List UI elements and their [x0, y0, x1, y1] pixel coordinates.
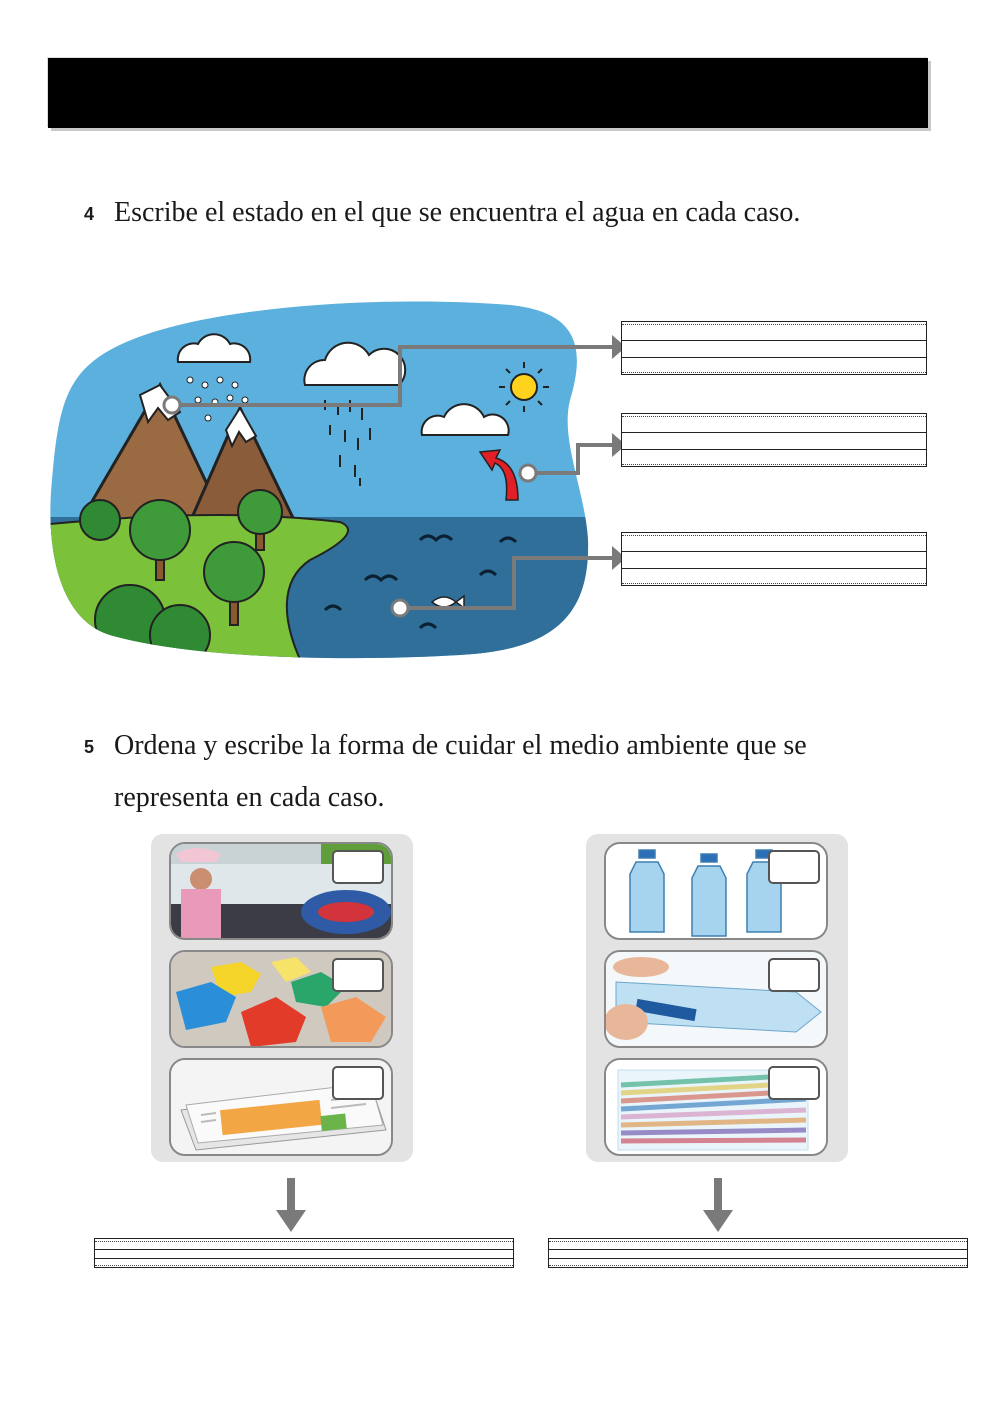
answer-lines-solid-state[interactable]	[621, 321, 927, 375]
connector-lines	[160, 330, 630, 620]
question-4-text: Escribe el estado en el que se encuentra el agua en cada caso.	[114, 197, 801, 228]
order-box-3[interactable]	[332, 1066, 384, 1100]
question-4-number: 4	[84, 204, 95, 224]
header-bar	[48, 58, 928, 128]
answer-lines-bottles[interactable]	[548, 1238, 968, 1268]
question-5-number: 5	[84, 737, 95, 757]
order-box-5[interactable]	[768, 958, 820, 992]
order-box-4[interactable]	[768, 850, 820, 884]
question-5-line-2: representa en cada caso.	[114, 782, 385, 813]
down-arrow-right-icon	[701, 1178, 735, 1234]
answer-lines-gas-state[interactable]	[621, 413, 927, 467]
down-arrow-left-icon	[274, 1178, 308, 1234]
answer-lines-liquid-state[interactable]	[621, 532, 927, 586]
order-box-2[interactable]	[332, 958, 384, 992]
question-5-line-1: Ordena y escribe la forma de cuidar el medio ambiente que se	[114, 730, 807, 761]
order-box-1[interactable]	[332, 850, 384, 884]
answer-lines-paper[interactable]	[94, 1238, 514, 1268]
order-box-6[interactable]	[768, 1066, 820, 1100]
